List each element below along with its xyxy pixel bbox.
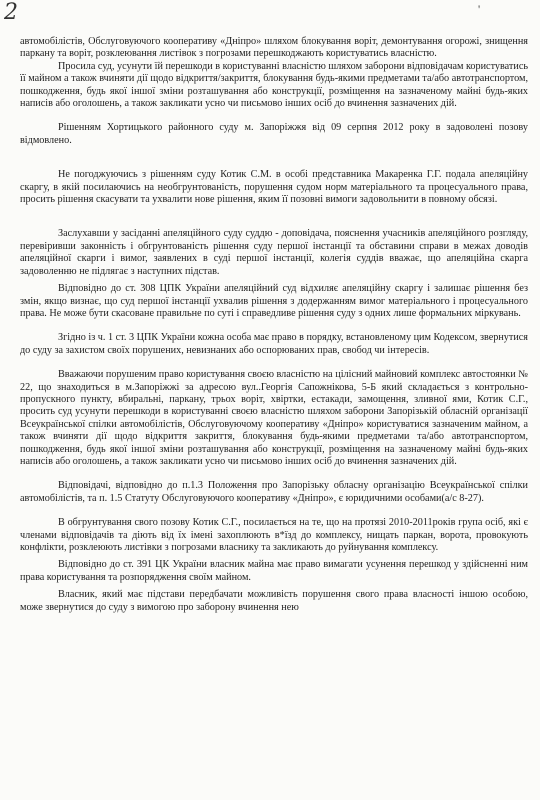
document-body <box>20 36 528 614</box>
paragraph-4: Не погоджуючись з рішенням суду Котик С.М. в особі представника Макаренка Г.Г. подала апеляційну скаргу, в якій посилаючись на необгрунтованість, порушення судом норм матеріального та процесуального права, просить рішення скасувати та ухвалити нове рішення, яким її позовні вимоги задовольнити в повному обсязі. <box>20 169 528 206</box>
paragraph-8: Вважаючи порушеним право користування своєю власністю на цілісний майновий комплекс автостоянки № 22, що знаходиться в м.Запоріжжі за адресою вул..Георгія Сапожнікова, 5-Б який складається з контрольно-пропускного пункту, вбиральні, паркану, трьох воріт, хвіртки, естакади, замощення, зливної ями, Котик С.Г., просить суд усунути перешкоди в користуванні своєю власністю шляхом заборони Запорізькій обласній організації Всеукраїнської спілки автомобілістів, Обслуговуючому кооперативу «Дніпро» користуватися зазначеним майном, а також вчиняти дії щодо відкриття закриття, блокування будь-якими предметами та/або автотранспортом, пошкодження, будь якої іншої зміни розташування або конструкції, розміщення на зазначеному майні будь-яких написів або оголошень, а також закликати усно чи письмово інших осіб до вчинення зазначених дій. <box>20 369 528 467</box>
paragraph-1: автомобілістів, Обслуговуючого кооперативу «Дніпро» шляхом блокування воріт, демонтування огорожі, знищення паркану та воріт, розклеювання листівок з погрозами перешкоджають користуватись власністю. <box>20 36 528 60</box>
paragraph-12: Власник, який має підстави передбачати можливість порушення свого права власності іншою особою, може звернутися до суду з вимогою про заборону вчинення нею <box>20 589 528 613</box>
paragraph-9: Відповідачі, відповідно до п.1.3 Положення про Запорізьку обласну організацію Всеукраїнської спілки автомобілістів, та п. 1.5 Статуту Обслуговуючого кооперативу «Дніпро», є юридичними особами(а/с 8-27). <box>20 480 528 504</box>
paragraph-6: Відповідно до ст. 308 ЦПК України апеляційний суд відхиляє апеляційну скаргу і залишає рішення без змін, якщо визнає, що суд першої інстанції ухвалив рішення з додержанням вимог матеріального і процесуального права. Не може бути скасоване правильне по суті і справедливе рішення суду з одних лише формальних міркувань. <box>20 283 528 319</box>
corner-mark: ' <box>478 2 481 16</box>
paragraph-2: Просила суд, усунути їй перешкоди в користуванні власністю шляхом заборони відповідачам користуватись її майном а також вчиняти дії щодо відкриття/закриття, блокування будь-якими предметами та/або автотранспортом, пошкодження, будь якої іншої зміни розташування або конструкції, розміщення на зазначеному майні будь-яких написів або оголошень, а також закликати усно чи письмово інших осіб до вчинення зазначених дій. <box>20 60 528 110</box>
paragraph-10: В обгрунтування свого позову Котик С.Г., посилається на те, що на протязі 2010-2011років група осіб, які є членами відповідачів та діють від їх імені захоплюють в*їзд до комплексу, нищать паркан, ворота, провокують конфлікти, розклеюють листівки з погрозами власнику та закликають до руйнування комплексу. <box>20 517 528 553</box>
paragraph-5: Заслухавши у засіданні апеляційного суду суддю - доповідача, пояснення учасників апеляційного розгляду, перевіривши законність і обгрунтованість рішення суду першої інстанції та обставини справи в межах доводів апеляційної скарги і вимог, заявлених в суді першої інстанції, колегія суддів вважає, що апеляційна скарга задоволенню не підлягає з наступних підстав. <box>20 228 528 277</box>
page-number: 2 <box>4 0 18 25</box>
paragraph-3: Рішенням Хортицького районного суду м. Запоріжжя від 09 серпня 2012 року в задоволені позову відмовлено. <box>20 122 528 146</box>
paragraph-11: Відповідно до ст. 391 ЦК України власник майна має право вимагати усунення перешкод у здійсненні ним права користування та розпорядження своїм майном. <box>20 559 528 583</box>
paragraph-7: Згідно із ч. 1 ст. 3 ЦПК України кожна особа має право в порядку, встановленому цим Кодексом, звернутися до суду за захистом своїх порушених, невизнаних або оспорюваних прав, свобод чи інтересів. <box>20 332 528 356</box>
